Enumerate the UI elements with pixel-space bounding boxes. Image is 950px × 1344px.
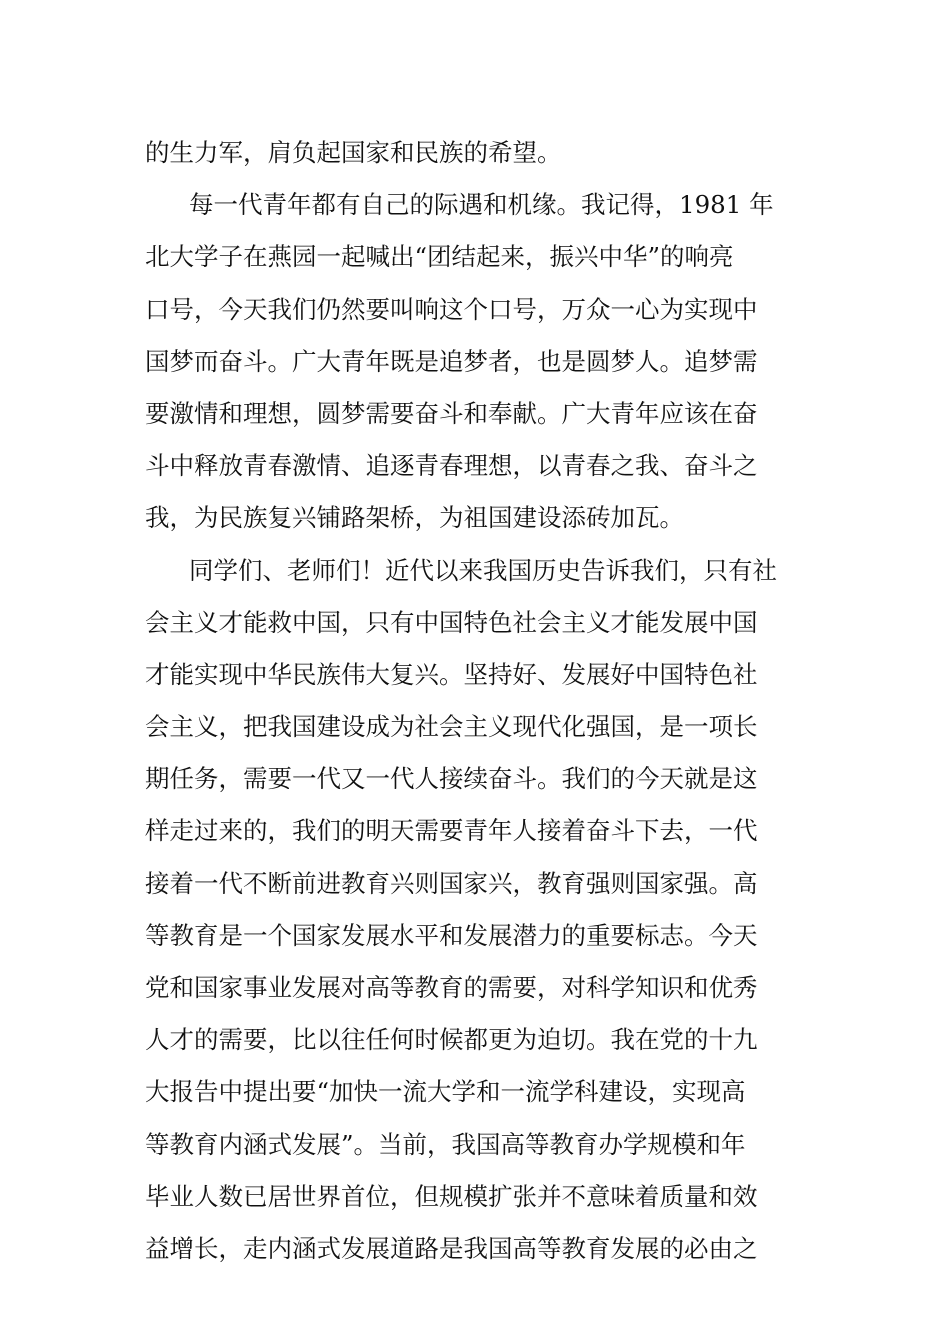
text-line: 的生力军，肩负起国家和民族的希望。 bbox=[145, 138, 562, 167]
text-line: 大报告中提出要“加快一流大学和一流学科建设，实现高 bbox=[145, 1077, 746, 1107]
text-line: 才能实现中华民族伟大复兴。坚持好、发展好中国特色社 bbox=[145, 659, 758, 689]
body-text bbox=[145, 127, 815, 1275]
text-line: 会主义，把我国建设成为社会主义现代化强国，是一项长 bbox=[145, 712, 758, 742]
text-line: 北大学子在燕园一起喊出“团结起来，振兴中华”的响亮 bbox=[145, 242, 734, 272]
text-line: 等教育是一个国家发展水平和发展潜力的重要标志。今天 bbox=[145, 920, 758, 950]
text-line: 等教育内涵式发展”。当前，我国高等教育办学规模和年 bbox=[145, 1129, 746, 1159]
text-line: 人才的需要，比以往任何时候都更为迫切。我在党的十九 bbox=[145, 1025, 758, 1055]
text-line: 会主义才能救中国，只有中国特色社会主义才能发展中国 bbox=[145, 607, 758, 637]
text-line: 口号，今天我们仍然要叫响这个口号，万众一心为实现中 bbox=[145, 294, 758, 324]
text-line: 毕业人数已居世界首位，但规模扩张并不意味着质量和效 bbox=[145, 1181, 758, 1211]
text-line: 国梦而奋斗。广大青年既是追梦者，也是圆梦人。追梦需 bbox=[145, 346, 758, 376]
text-line: 党和国家事业发展对高等教育的需要，对科学知识和优秀 bbox=[145, 973, 758, 1002]
text-line: 我，为民族复兴铺路架桥，为祖国建设添砖加瓦。 bbox=[145, 503, 684, 533]
text-line: 接着一代不断前进教育兴则国家兴，教育强则国家强。高 bbox=[145, 868, 758, 898]
paragraph-start-line: 每一代青年都有自己的际遇和机缘。我记得，1981 年 bbox=[189, 190, 774, 220]
text-line: 期任务，需要一代又一代人接续奋斗。我们的今天就是这 bbox=[145, 764, 758, 794]
text-line: 益增长，走内涵式发展道路是我国高等教育发展的必由之 bbox=[145, 1233, 758, 1263]
text-line: 样走过来的，我们的明天需要青年人接着奋斗下去，一代 bbox=[145, 816, 758, 846]
text-line: 要激情和理想，圆梦需要奋斗和奉献。广大青年应该在奋 bbox=[145, 398, 758, 428]
text-line: 斗中释放青春激情、追逐青春理想，以青春之我、奋斗之 bbox=[145, 451, 758, 481]
paragraph-start-line: 同学们、老师们！近代以来我国历史告诉我们，只有社 bbox=[189, 555, 777, 585]
